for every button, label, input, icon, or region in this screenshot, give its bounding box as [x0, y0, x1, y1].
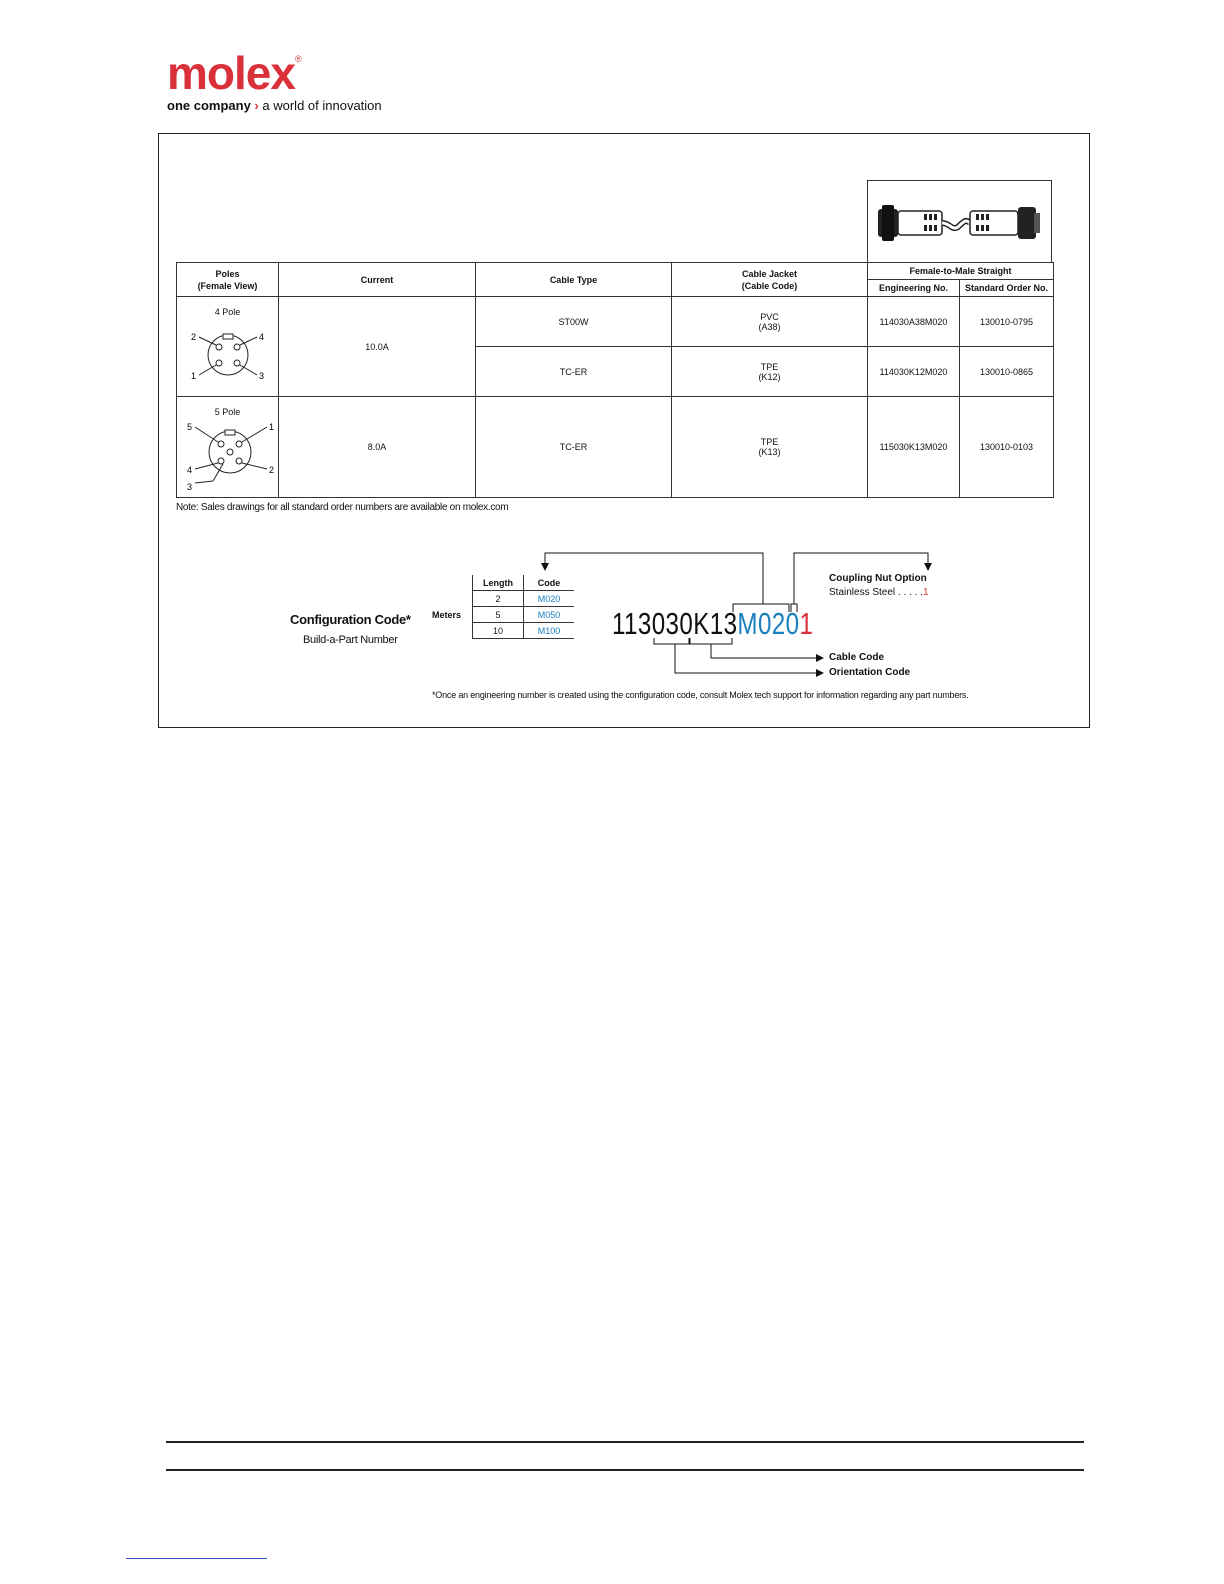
length-header: Length [473, 575, 524, 591]
registered-mark: ® [294, 54, 302, 64]
pole-4-title: 4 Pole [214, 307, 241, 317]
pin-label: 1 [269, 422, 275, 432]
pin-label: 1 [191, 371, 197, 381]
jacket-material: TPE [760, 437, 779, 447]
header-group: Female-to-Male Straight [868, 263, 1054, 280]
standard-order-no-cell: 130010-0103 [960, 397, 1054, 498]
coupling-nut-material: Stainless Steel . . . . . [829, 587, 923, 598]
spec-table [176, 262, 1054, 498]
pole-5-title: 5 Pole [214, 407, 241, 417]
jacket-code: (K12) [758, 371, 781, 382]
table-row [177, 297, 1054, 347]
footer-link-underline[interactable] [126, 1558, 267, 1559]
part-number-nut-code: 1 [799, 606, 814, 641]
blank-cell [432, 575, 473, 591]
cable-type-cell: ST00W [476, 297, 672, 347]
jacket-code: (K13) [758, 447, 781, 457]
cable-type-cell: TC-ER [476, 397, 672, 498]
engineering-no-cell: 115030K13M020 [868, 397, 960, 498]
config-title: Configuration Code* [290, 612, 411, 627]
header-standard-order-no: Standard Order No. [960, 280, 1054, 297]
cable-jacket-cell [672, 397, 868, 498]
coupling-nut-code: 1 [922, 587, 929, 598]
cable-code-label: Cable Code [829, 652, 885, 663]
cable-jacket-cell [672, 347, 868, 397]
pin-label: 3 [187, 482, 193, 492]
standard-order-no-cell: 130010-0795 [960, 297, 1054, 347]
coupling-nut-title: Coupling Nut Option [829, 573, 927, 584]
jacket-material: TPE [760, 361, 779, 372]
tagline-bold: one company [167, 98, 251, 113]
length-code: M100 [524, 623, 575, 639]
meters-label: Meters [432, 609, 462, 620]
config-subtitle: Build-a-Part Number [303, 634, 398, 646]
header-engineering-no: Engineering No. [868, 280, 960, 297]
standard-order-no-cell: 130010-0865 [960, 347, 1054, 397]
four-pole-diagram-icon [177, 297, 279, 397]
code-header: Code [524, 575, 575, 591]
part-number [612, 606, 813, 642]
pin-label: 4 [187, 465, 193, 475]
table-row [177, 397, 1054, 498]
pole-5-cell [177, 397, 279, 498]
logo-wordmark: molex [167, 47, 295, 99]
length-code: M020 [524, 591, 575, 607]
jacket-code: (A38) [758, 321, 781, 332]
header-cable-type: Cable Type [476, 263, 672, 297]
connector-image [867, 180, 1052, 262]
length-value: 2 [473, 591, 524, 607]
header-poles [177, 263, 279, 297]
footer-rule [166, 1469, 1084, 1471]
part-number-length-code: M020 [737, 606, 800, 641]
header-current: Current [279, 263, 476, 297]
cable-type-cell: TC-ER [476, 347, 672, 397]
current-cell: 10.0A [279, 297, 476, 397]
length-table [432, 575, 574, 639]
cable-assembly-icon [868, 181, 1053, 263]
footer-rule [166, 1441, 1084, 1443]
table-note: Note: Sales drawings for all standard order numbers are available on molex.com [176, 502, 509, 513]
header-cable-jacket-label: Cable Jacket [741, 268, 798, 279]
tagline-rest: a world of innovation [262, 98, 382, 113]
config-footnote: *Once an engineering number is created using the configuration code, consult Molex tech support for information regarding any part numbers. [432, 690, 969, 700]
header-poles-label: Poles [215, 268, 240, 279]
logo-tagline [167, 98, 397, 113]
length-value: 5 [473, 607, 524, 623]
pin-label: 2 [191, 332, 197, 342]
pin-label: 3 [259, 371, 265, 381]
part-number-base: 113030K13 [612, 606, 738, 641]
header-cable-jacket [672, 263, 868, 297]
pin-label: 2 [269, 465, 275, 475]
engineering-no-cell: 114030A38M020 [868, 297, 960, 347]
length-value: 10 [473, 623, 524, 639]
chevron-icon: › [254, 98, 259, 113]
cable-jacket-cell [672, 297, 868, 347]
header-poles-sub: (Female View) [197, 280, 258, 291]
engineering-no-cell: 114030K12M020 [868, 347, 960, 397]
pin-label: 5 [187, 422, 193, 432]
molex-logo [167, 47, 397, 113]
current-cell: 8.0A [279, 397, 476, 498]
coupling-nut-value [829, 587, 929, 598]
pin-label: 4 [259, 332, 265, 342]
pole-4-cell [177, 297, 279, 397]
jacket-material: PVC [760, 311, 779, 322]
orientation-code-label: Orientation Code [829, 667, 911, 678]
header-cable-jacket-sub: (Cable Code) [741, 280, 798, 291]
length-code: M050 [524, 607, 575, 623]
five-pole-diagram-icon [177, 397, 279, 498]
